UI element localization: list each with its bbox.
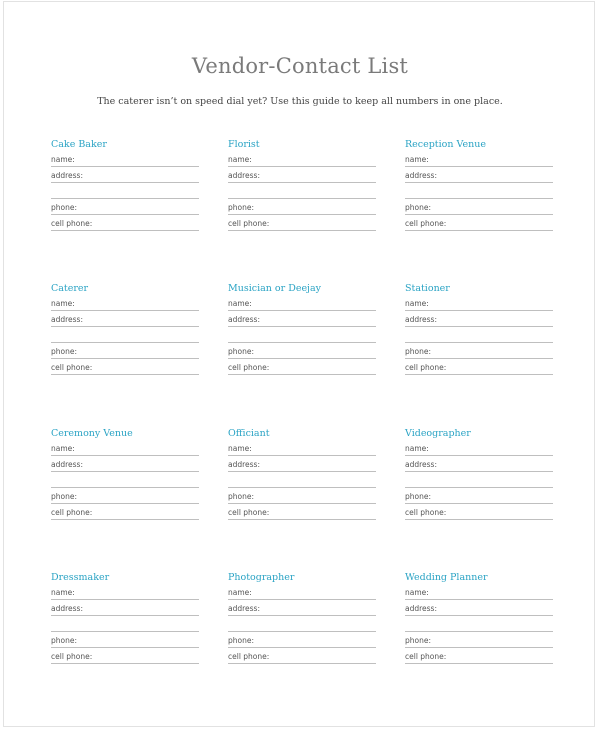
cell-phone-field[interactable]: cell phone: — [51, 508, 199, 520]
vendor-card — [405, 572, 553, 668]
cell-phone-field[interactable]: cell phone: — [228, 219, 376, 231]
phone-field[interactable]: phone: — [51, 203, 199, 215]
name-field[interactable]: name: — [405, 444, 553, 456]
address-line-2[interactable] — [228, 198, 376, 199]
name-field[interactable]: name: — [228, 588, 376, 600]
vendor-title: Stationer — [405, 283, 450, 294]
phone-field[interactable]: phone: — [228, 636, 376, 648]
address-field[interactable]: address: — [228, 460, 376, 472]
name-field[interactable]: name: — [228, 299, 376, 311]
vendor-title: Reception Venue — [405, 139, 486, 150]
cell-phone-field[interactable]: cell phone: — [51, 652, 199, 664]
vendor-card — [405, 428, 553, 524]
phone-field[interactable]: phone: — [405, 347, 553, 359]
address-field[interactable]: address: — [405, 604, 553, 616]
vendor-title: Florist — [228, 139, 260, 150]
address-field[interactable]: address: — [405, 315, 553, 327]
vendor-title: Videographer — [405, 428, 471, 439]
address-field[interactable]: address: — [51, 460, 199, 472]
phone-field[interactable]: phone: — [228, 203, 376, 215]
vendor-title: Dressmaker — [51, 572, 110, 583]
address-line-2[interactable] — [51, 631, 199, 632]
address-line-2[interactable] — [405, 198, 553, 199]
phone-field[interactable]: phone: — [405, 636, 553, 648]
name-field[interactable]: name: — [51, 155, 199, 167]
phone-field[interactable]: phone: — [228, 347, 376, 359]
phone-field[interactable]: phone: — [405, 492, 553, 504]
address-line-2[interactable] — [228, 487, 376, 488]
phone-field[interactable]: phone: — [51, 636, 199, 648]
page-subtitle: The caterer isn’t on speed dial yet? Use this guide to keep all numbers in one place. — [97, 96, 503, 107]
name-field[interactable]: name: — [51, 299, 199, 311]
name-field[interactable]: name: — [405, 155, 553, 167]
cell-phone-field[interactable]: cell phone: — [51, 219, 199, 231]
cell-phone-field[interactable]: cell phone: — [405, 652, 553, 664]
vendor-card — [405, 139, 553, 235]
cell-phone-field[interactable]: cell phone: — [51, 363, 199, 375]
address-field[interactable]: address: — [228, 315, 376, 327]
vendor-card — [228, 572, 376, 668]
name-field[interactable]: name: — [405, 299, 553, 311]
address-line-2[interactable] — [405, 342, 553, 343]
name-field[interactable]: name: — [51, 588, 199, 600]
cell-phone-field[interactable]: cell phone: — [405, 219, 553, 231]
vendor-card — [51, 283, 199, 379]
phone-field[interactable]: phone: — [51, 347, 199, 359]
cell-phone-field[interactable]: cell phone: — [405, 363, 553, 375]
address-line-2[interactable] — [51, 198, 199, 199]
name-field[interactable]: name: — [405, 588, 553, 600]
vendor-card — [228, 428, 376, 524]
page-title: Vendor-Contact List — [191, 54, 409, 78]
address-field[interactable]: address: — [405, 171, 553, 183]
address-field[interactable]: address: — [51, 604, 199, 616]
name-field[interactable]: name: — [228, 155, 376, 167]
vendor-card — [51, 139, 199, 235]
address-field[interactable]: address: — [51, 315, 199, 327]
vendor-card — [51, 428, 199, 524]
vendor-title: Photographer — [228, 572, 295, 583]
vendor-title: Officiant — [228, 428, 270, 439]
vendor-card — [51, 572, 199, 668]
cell-phone-field[interactable]: cell phone: — [405, 508, 553, 520]
address-line-2[interactable] — [228, 342, 376, 343]
vendor-title: Musician or Deejay — [228, 283, 322, 294]
phone-field[interactable]: phone: — [405, 203, 553, 215]
cell-phone-field[interactable]: cell phone: — [228, 652, 376, 664]
vendor-card — [228, 139, 376, 235]
phone-field[interactable]: phone: — [51, 492, 199, 504]
address-line-2[interactable] — [405, 631, 553, 632]
cell-phone-field[interactable]: cell phone: — [228, 508, 376, 520]
address-field[interactable]: address: — [405, 460, 553, 472]
vendor-title: Wedding Planner — [405, 572, 488, 583]
address-field[interactable]: address: — [228, 604, 376, 616]
address-field[interactable]: address: — [228, 171, 376, 183]
address-line-2[interactable] — [405, 487, 553, 488]
cell-phone-field[interactable]: cell phone: — [228, 363, 376, 375]
address-line-2[interactable] — [51, 487, 199, 488]
vendor-card — [405, 283, 553, 379]
vendor-title: Cake Baker — [51, 139, 107, 150]
address-field[interactable]: address: — [51, 171, 199, 183]
vendor-title: Caterer — [51, 283, 89, 294]
vendor-title: Ceremony Venue — [51, 428, 133, 439]
name-field[interactable]: name: — [51, 444, 199, 456]
name-field[interactable]: name: — [228, 444, 376, 456]
vendor-card — [228, 283, 376, 379]
address-line-2[interactable] — [51, 342, 199, 343]
address-line-2[interactable] — [228, 631, 376, 632]
phone-field[interactable]: phone: — [228, 492, 376, 504]
